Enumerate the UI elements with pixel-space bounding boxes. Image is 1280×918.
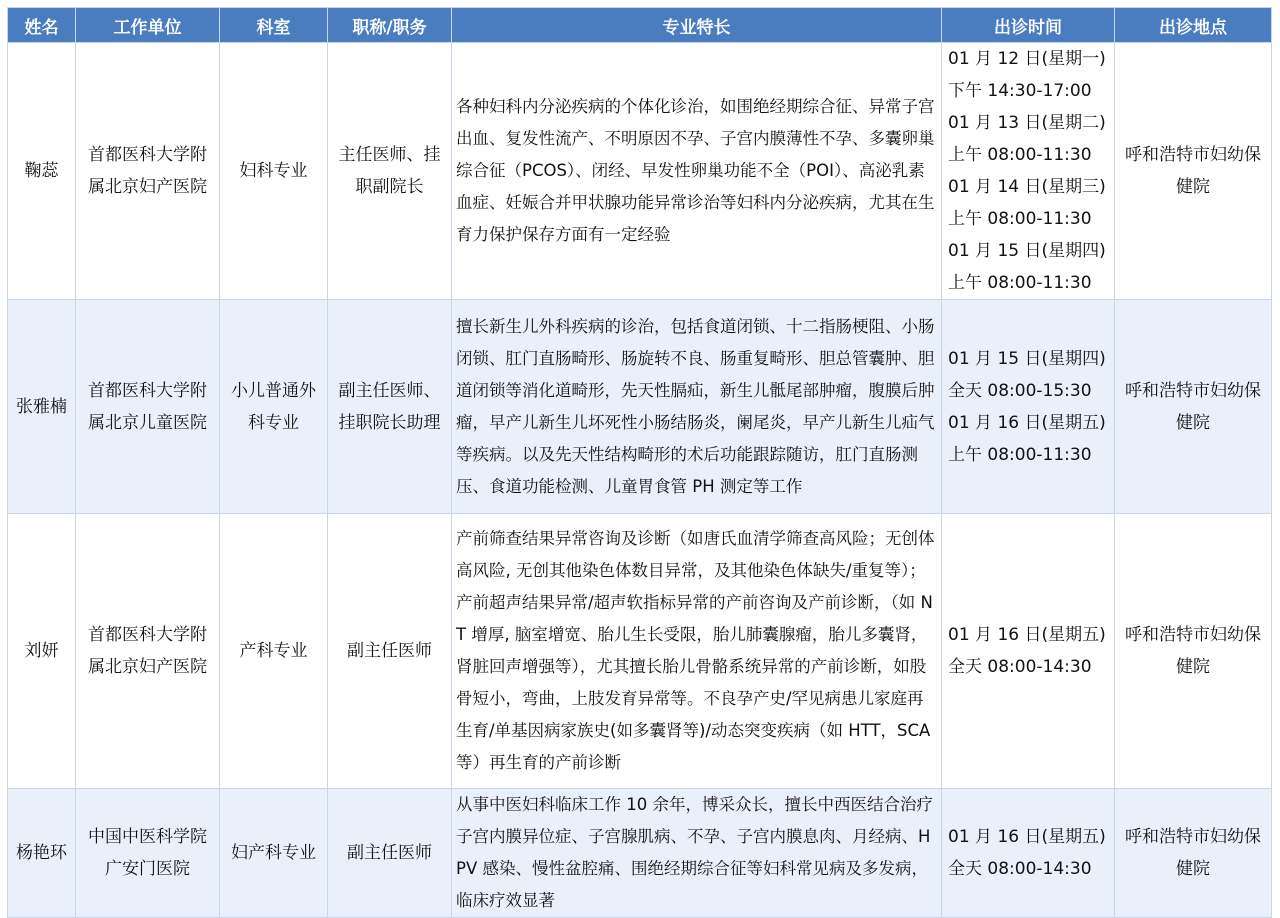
specialty-text: 各种妇科内分泌疾病的个体化诊治，如围绝经期综合征、异常子宫出血、复发性流产、不明原因不孕、子宫内膜薄性不孕、多囊卵巢综合征（PCOS）、闭经、早发性卵巢功能不全（POI）、高泌乳素血症、妊娠合并甲状腺功能异常诊治等妇科内分泌疾病，尤其在生育力保护保存方面有一定经验 xyxy=(452,43,942,300)
doctor-name: 刘妍 xyxy=(8,514,76,789)
doctor-title: 副主任医师、挂职院长助理 xyxy=(328,300,452,514)
table-row xyxy=(8,514,1272,789)
clinic-location: 呼和浩特市妇幼保健院 xyxy=(1115,300,1272,514)
department-name: 产科专业 xyxy=(220,514,328,789)
hospital-name: 首都医科大学附属北京儿童医院 xyxy=(76,300,220,514)
schedule-line: 下午 14:30-17:00 xyxy=(948,81,1092,101)
specialty-text: 产前筛查结果异常咨询及诊断（如唐氏血清学筛查高风险；无创体高风险, 无创其他染色体数目异常，及其他染色体缺失/重复等）；产前超声结果异常/超声软指标异常的产前咨询及产前诊断，（如 NT 增厚, 脑室增宽、胎儿生长受限，胎儿肺囊腺瘤，胎儿多囊肾，肾脏回声增强等），尤其擅长胎儿骨骼系统异常的产前诊断，如股骨短小，弯曲，上肢发育异常等。不良孕产史/罕见病患儿家庭再生育/单基因病家族史(如多囊肾等)/动态突变疾病（如 HTT，SCA 等）再生育的产前诊断 xyxy=(452,514,942,789)
hospital-name: 首都医科大学附属北京妇产医院 xyxy=(76,514,220,789)
schedule-line: 01 月 12 日(星期一) xyxy=(948,49,1106,69)
table-row xyxy=(8,43,1272,300)
header-name: 姓名 xyxy=(8,8,76,43)
specialty-text: 从事中医妇科临床工作 10 余年，博采众长，擅长中西医结合治疗子宫内膜异位症、子宫腺肌病、不孕、子宫内膜息肉、月经病、HPV 感染、慢性盆腔痛、围绝经期综合征等妇科常见病及多发病，临床疗效显著 xyxy=(452,789,942,918)
doctor-name: 鞠蕊 xyxy=(8,43,76,300)
doctor-name: 张雅楠 xyxy=(8,300,76,514)
schedule-line: 01 月 16 日(星期五) xyxy=(948,827,1106,847)
schedule-cell xyxy=(942,300,1115,514)
schedule-line: 01 月 16 日(星期五) xyxy=(948,412,1106,433)
header-hospital: 工作单位 xyxy=(76,8,220,43)
department-name: 妇科专业 xyxy=(220,43,328,300)
specialty-text: 擅长新生儿外科疾病的诊治，包括食道闭锁、十二指肠梗阻、小肠闭锁、肛门直肠畸形、肠旋转不良、肠重复畸形、胆总管囊肿、胆道闭锁等消化道畸形，先天性膈疝，新生儿骶尾部肿瘤，腹膜后肿瘤，早产儿新生儿坏死性小肠结肠炎，阑尾炎，早产儿新生儿疝气等疾病。以及先天性结构畸形的术后功能跟踪随访，肛门直肠测压、食道功能检测、儿童胃食管 PH 测定等工作 xyxy=(452,300,942,514)
department-name: 妇产科专业 xyxy=(220,789,328,918)
schedule-line: 上午 08:00-11:30 xyxy=(948,209,1092,229)
table-row xyxy=(8,789,1272,918)
schedule-line: 全天 08:00-15:30 xyxy=(948,380,1092,401)
hospital-name: 首都医科大学附属北京妇产医院 xyxy=(76,43,220,300)
header-department: 科室 xyxy=(220,8,328,43)
schedule-cell xyxy=(942,789,1115,918)
schedule-line: 01 月 13 日(星期二) xyxy=(948,113,1106,133)
header-title: 职称/职务 xyxy=(328,8,452,43)
schedule-cell xyxy=(942,514,1115,789)
schedule-line: 上午 08:00-11:30 xyxy=(948,444,1092,465)
schedule-line: 上午 08:00-11:30 xyxy=(948,145,1092,165)
clinic-location: 呼和浩特市妇幼保健院 xyxy=(1115,789,1272,918)
doctor-title: 副主任医师 xyxy=(328,514,452,789)
schedule-cell xyxy=(942,43,1115,300)
header-location: 出诊地点 xyxy=(1115,8,1272,43)
schedule-line: 01 月 16 日(星期五) xyxy=(948,625,1106,645)
clinic-location: 呼和浩特市妇幼保健院 xyxy=(1115,514,1272,789)
schedule-line: 上午 08:00-11:30 xyxy=(948,273,1092,293)
hospital-name: 中国中医科学院广安门医院 xyxy=(76,789,220,918)
table-row xyxy=(8,300,1272,514)
schedule-line: 全天 08:00-14:30 xyxy=(948,657,1092,677)
header-schedule: 出诊时间 xyxy=(942,8,1115,43)
table-header-row xyxy=(8,8,1272,43)
schedule-line: 01 月 14 日(星期三) xyxy=(948,177,1106,197)
clinic-location: 呼和浩特市妇幼保健院 xyxy=(1115,43,1272,300)
schedule-line: 01 月 15 日(星期四) xyxy=(948,241,1106,261)
header-specialty: 专业特长 xyxy=(452,8,942,43)
department-name: 小儿普通外科专业 xyxy=(220,300,328,514)
schedule-line: 01 月 15 日(星期四) xyxy=(948,348,1106,369)
doctor-title: 主任医师、挂职副院长 xyxy=(328,43,452,300)
doctor-title: 副主任医师 xyxy=(328,789,452,918)
schedule-table-container xyxy=(7,7,1271,918)
doctor-name: 杨艳环 xyxy=(8,789,76,918)
expert-schedule-table xyxy=(7,7,1272,918)
schedule-line: 全天 08:00-14:30 xyxy=(948,859,1092,879)
